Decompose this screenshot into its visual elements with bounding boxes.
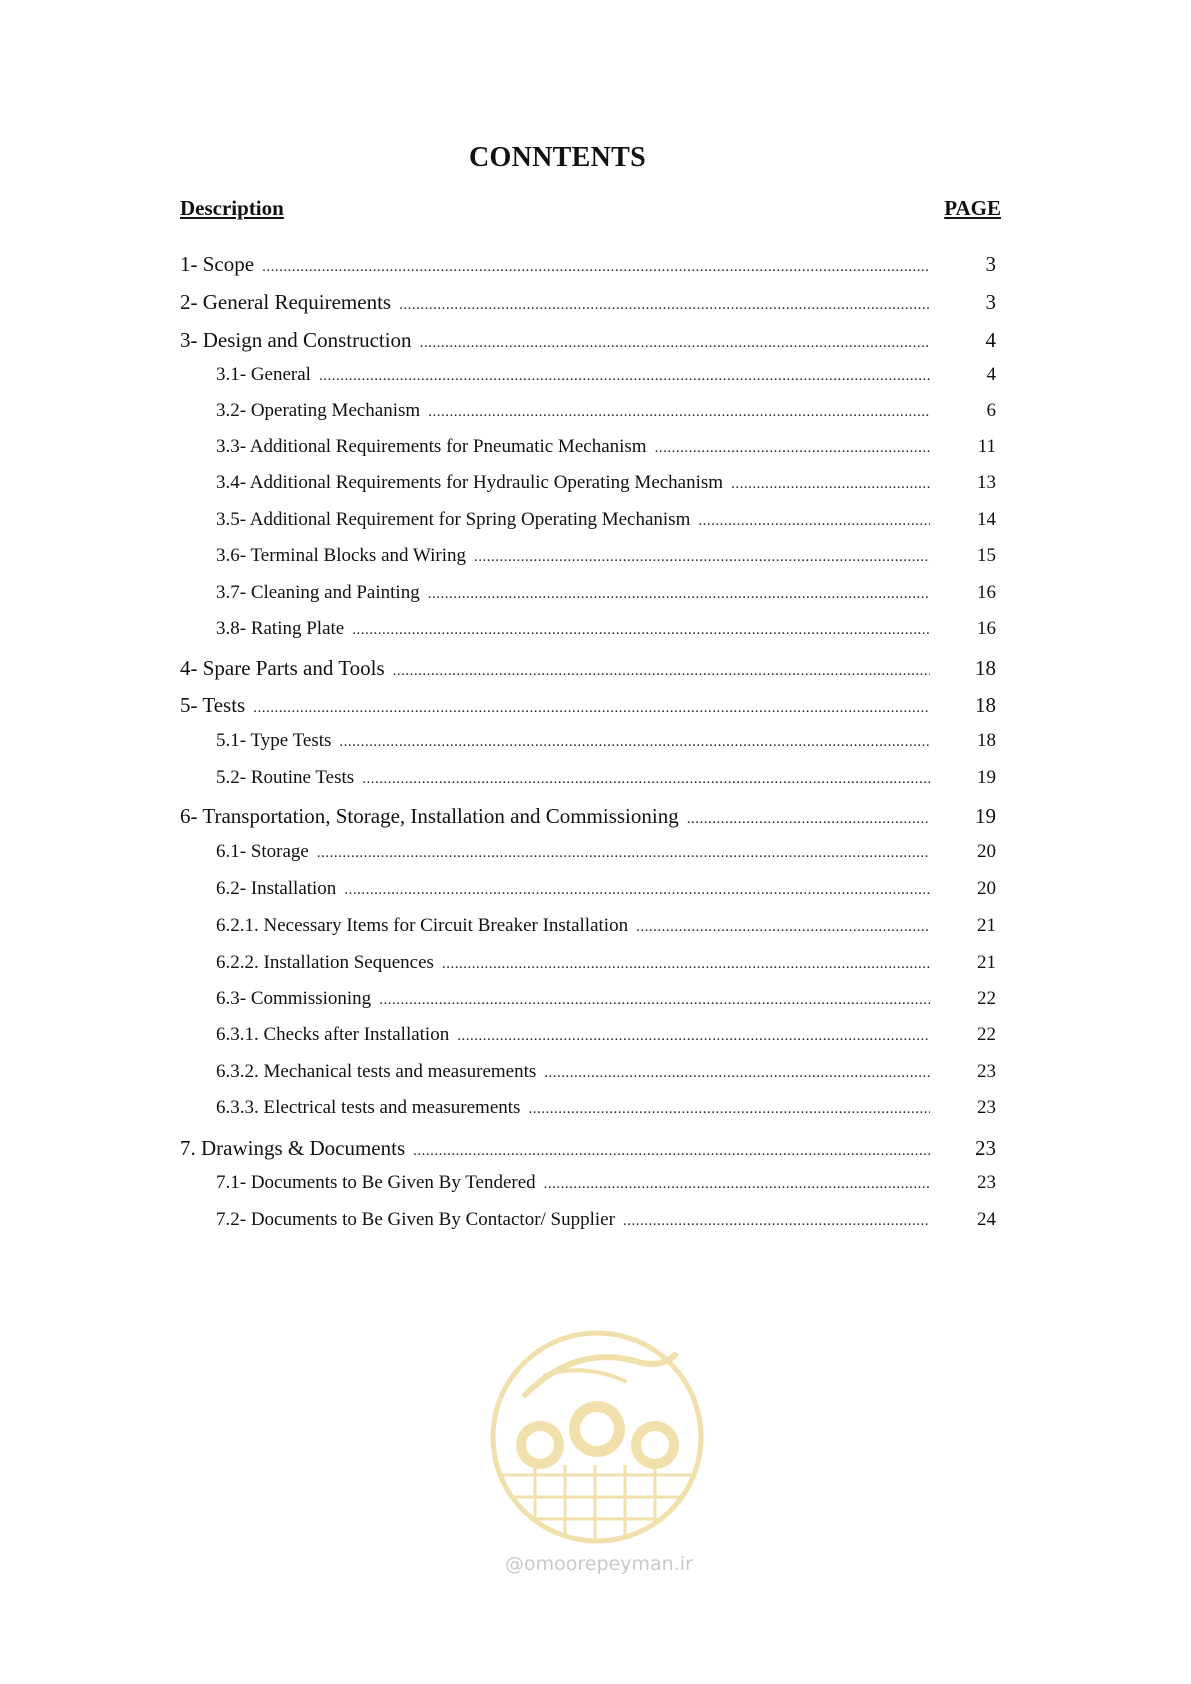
- toc-entry-label: 6.3.2. Mechanical tests and measurements: [216, 1061, 537, 1082]
- toc-entry-label: 7.1- Documents to Be Given By Tendered: [216, 1172, 536, 1193]
- dot-leader: [319, 368, 930, 385]
- toc-entry-label: 1- Scope: [180, 252, 255, 276]
- toc-entry-label: 3.6- Terminal Blocks and Wiring: [216, 545, 466, 566]
- toc-entry[interactable]: [180, 328, 996, 353]
- toc-entry[interactable]: [180, 1172, 996, 1194]
- toc-entry-page-number: 3: [985, 252, 996, 276]
- dot-leader: [623, 1213, 930, 1230]
- dot-leader: [379, 992, 930, 1009]
- dot-leader: [428, 586, 930, 603]
- dot-leader: [687, 811, 930, 828]
- toc-entry-page-number: 6: [986, 400, 996, 421]
- dot-leader: [399, 297, 930, 314]
- toc-entry[interactable]: [180, 436, 996, 458]
- dot-leader: [544, 1176, 930, 1193]
- toc-entry-label: 4- Spare Parts and Tools: [180, 656, 385, 680]
- toc-entry-page-number: 18: [977, 730, 996, 751]
- toc-entry-page-number: 23: [977, 1061, 996, 1082]
- dot-leader: [655, 440, 930, 457]
- toc-entry-label: 3- Design and Construction: [180, 328, 412, 352]
- toc-entry-label: 3.7- Cleaning and Painting: [216, 582, 420, 603]
- dot-leader: [262, 259, 930, 276]
- page-title: CONNTENTS: [469, 142, 646, 173]
- dot-leader: [393, 663, 930, 680]
- toc-entry-page-number: 21: [977, 915, 996, 936]
- toc-entry[interactable]: [180, 290, 996, 315]
- dot-leader: [474, 549, 930, 566]
- dot-leader: [528, 1101, 930, 1118]
- toc-entry-page-number: 21: [977, 952, 996, 973]
- dot-leader: [420, 335, 930, 352]
- dot-leader: [413, 1143, 930, 1160]
- toc-entry-page-number: 23: [975, 1136, 996, 1160]
- toc-entry[interactable]: [180, 988, 996, 1010]
- dot-leader: [636, 919, 930, 936]
- toc-entry-page-number: 11: [977, 436, 996, 457]
- toc-entry-label: 7.2- Documents to Be Given By Contactor/ Supplier: [216, 1209, 615, 1230]
- page-column-header: PAGE: [944, 196, 1001, 220]
- toc-entry-page-number: 4: [986, 364, 996, 385]
- toc-entry[interactable]: [180, 1024, 996, 1046]
- toc-entry-label: 3.3- Additional Requirements for Pneumatic Mechanism: [216, 436, 647, 457]
- toc-entry-label: 6- Transportation, Storage, Installation and Commissioning: [180, 804, 679, 828]
- toc-entry-label: 5- Tests: [180, 693, 246, 717]
- toc-entry-label: 5.2- Routine Tests: [216, 767, 355, 788]
- toc-entry-page-number: 19: [977, 767, 996, 788]
- toc-entry-page-number: 22: [977, 988, 996, 1009]
- toc-entry-page-number: 23: [977, 1097, 996, 1118]
- toc-entry[interactable]: [180, 730, 996, 752]
- dot-leader: [698, 513, 930, 530]
- dot-leader: [428, 404, 930, 421]
- toc-entry-label: 3.5- Additional Requirement for Spring Operating Mechanism: [216, 509, 691, 530]
- dot-leader: [544, 1065, 930, 1082]
- toc-entry-page-number: 15: [977, 545, 996, 566]
- toc-entry[interactable]: [180, 841, 996, 863]
- toc-entry-page-number: 19: [975, 804, 996, 828]
- toc-entry-label: 3.2- Operating Mechanism: [216, 400, 421, 421]
- toc-entry[interactable]: [180, 804, 996, 829]
- toc-entry-label: 3.8- Rating Plate: [216, 618, 345, 639]
- toc-entry-label: 5.1- Type Tests: [216, 730, 332, 751]
- toc-entry-page-number: 23: [977, 1172, 996, 1193]
- toc-entry-label: 6.2.2. Installation Sequences: [216, 952, 434, 973]
- toc-entry-page-number: 20: [977, 841, 996, 862]
- toc-entry-label: 3.4- Additional Requirements for Hydraulic Operating Mechanism: [216, 472, 724, 493]
- watermark-url: @omoorepeyman.ir: [505, 1553, 693, 1575]
- toc-entry-label: 3.1- General: [216, 364, 311, 385]
- toc-entry[interactable]: [180, 472, 996, 494]
- toc-entry-page-number: 14: [977, 509, 996, 530]
- toc-entry[interactable]: [180, 545, 996, 567]
- dot-leader: [253, 700, 930, 717]
- toc-entry-label: 6.2.1. Necessary Items for Circuit Breaker Installation: [216, 915, 629, 936]
- toc-entry-page-number: 4: [985, 328, 996, 352]
- toc-entry-label: 6.3.1. Checks after Installation: [216, 1024, 450, 1045]
- toc-entry-page-number: 16: [977, 582, 996, 603]
- toc-entry-label: 6.3- Commissioning: [216, 988, 372, 1009]
- dot-leader: [339, 734, 930, 751]
- toc-entry-page-number: 3: [985, 290, 996, 314]
- dot-leader: [317, 845, 930, 862]
- toc-entry-label: 2- General Requirements: [180, 290, 392, 314]
- toc-entry-page-number: 13: [977, 472, 996, 493]
- toc-entry-page-number: 18: [975, 656, 996, 680]
- toc-entry-page-number: 20: [977, 878, 996, 899]
- toc-entry-label: 6.3.3. Electrical tests and measurements: [216, 1097, 521, 1118]
- toc-entry-page-number: 18: [975, 693, 996, 717]
- toc-entry[interactable]: [180, 582, 996, 604]
- toc-entry[interactable]: [180, 1061, 996, 1083]
- dot-leader: [362, 771, 930, 788]
- dot-leader: [442, 956, 930, 973]
- toc-entry[interactable]: [180, 509, 996, 531]
- watermark-logo: [485, 1325, 710, 1550]
- toc-entry[interactable]: [180, 767, 996, 789]
- toc-entry-page-number: 22: [977, 1024, 996, 1045]
- toc-entry[interactable]: [180, 1209, 996, 1231]
- toc-entry-page-number: 24: [977, 1209, 996, 1230]
- dot-leader: [352, 622, 930, 639]
- toc-entry[interactable]: [180, 252, 996, 277]
- toc-entry[interactable]: [180, 400, 996, 422]
- dot-leader: [731, 476, 930, 493]
- toc-entry[interactable]: [180, 364, 996, 386]
- toc-entry[interactable]: [180, 656, 996, 681]
- toc-entry[interactable]: [180, 878, 996, 900]
- toc-entry-label: 6.1- Storage: [216, 841, 309, 862]
- toc-entry[interactable]: [180, 1097, 996, 1119]
- toc-entry-page-number: 16: [977, 618, 996, 639]
- toc-entry[interactable]: [180, 618, 996, 640]
- toc-entry-label: 6.2- Installation: [216, 878, 337, 899]
- description-column-header: Description: [180, 196, 284, 220]
- toc-entry[interactable]: [180, 1136, 996, 1161]
- toc-entry-label: 7. Drawings & Documents: [180, 1136, 406, 1160]
- dot-leader: [344, 882, 930, 899]
- dot-leader: [457, 1028, 930, 1045]
- toc-entry[interactable]: [180, 952, 996, 974]
- toc-entry[interactable]: [180, 693, 996, 718]
- toc-entry[interactable]: [180, 915, 996, 937]
